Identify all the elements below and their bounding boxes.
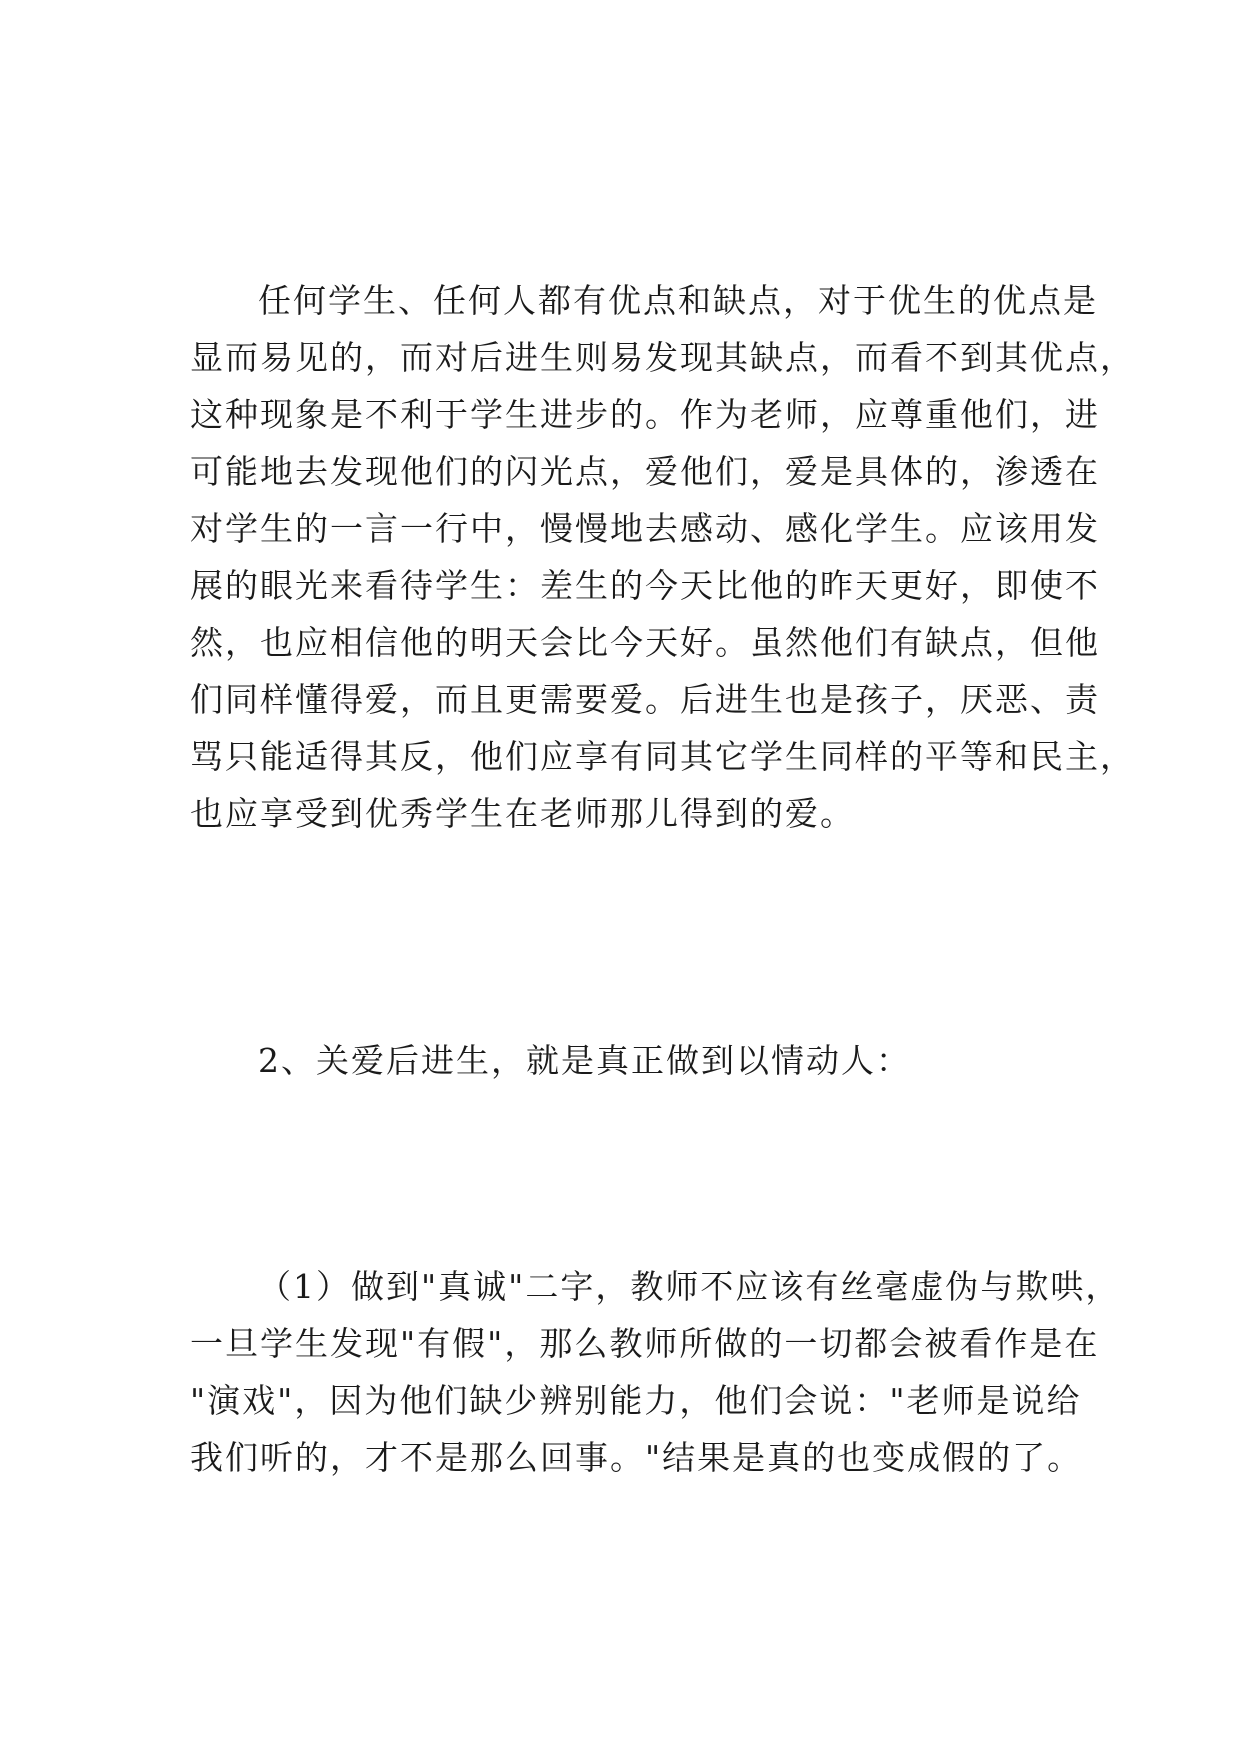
paragraph-line: 一旦学生发现"有假"，那么教师所做的一切都会被看作是在 xyxy=(190,1324,1100,1363)
paragraph-3 xyxy=(190,1258,1121,1486)
paragraph-line: 骂只能适得其反，他们应享有同其它学生同样的平等和民主， xyxy=(190,737,1135,776)
paragraph-line: 们同样懂得爱，而且更需要爱。后进生也是孩子，厌恶、责 xyxy=(190,680,1100,719)
paragraph-line: 对学生的一言一行中，慢慢地去感动、感化学生。应该用发 xyxy=(190,509,1100,548)
paragraph-line: 展的眼光来看待学生：差生的今天比他的昨天更好，即使不 xyxy=(190,566,1100,605)
paragraph-line: 然，也应相信他的明天会比今天好。虽然他们有缺点，但他 xyxy=(190,623,1100,662)
paragraph-line: 显而易见的，而对后进生则易发现其缺点，而看不到其优点， xyxy=(190,338,1135,377)
paragraph-line: 可能地去发现他们的闪光点，爱他们，爱是具体的，渗透在 xyxy=(190,452,1100,491)
paragraph-1 xyxy=(190,272,1135,842)
paragraph-line: 任何学生、任何人都有优点和缺点，对于优生的优点是 xyxy=(258,281,1098,320)
section-heading xyxy=(190,1032,1060,1089)
heading-line: 2、关爱后进生，就是真正做到以情动人： xyxy=(258,1041,911,1080)
paragraph-line: 这种现象是不利于学生进步的。作为老师，应尊重他们，进 xyxy=(190,395,1100,434)
paragraph-line: （1）做到"真诚"二字，教师不应该有丝毫虚伪与欺哄， xyxy=(258,1267,1121,1306)
paragraph-line: 也应享受到优秀学生在老师那儿得到的爱。 xyxy=(190,794,855,833)
paragraph-line: "演戏"，因为他们缺少辨别能力，他们会说："老师是说给 xyxy=(190,1381,1082,1420)
paragraph-line: 我们听的，才不是那么回事。"结果是真的也变成假的了。 xyxy=(190,1438,1083,1477)
